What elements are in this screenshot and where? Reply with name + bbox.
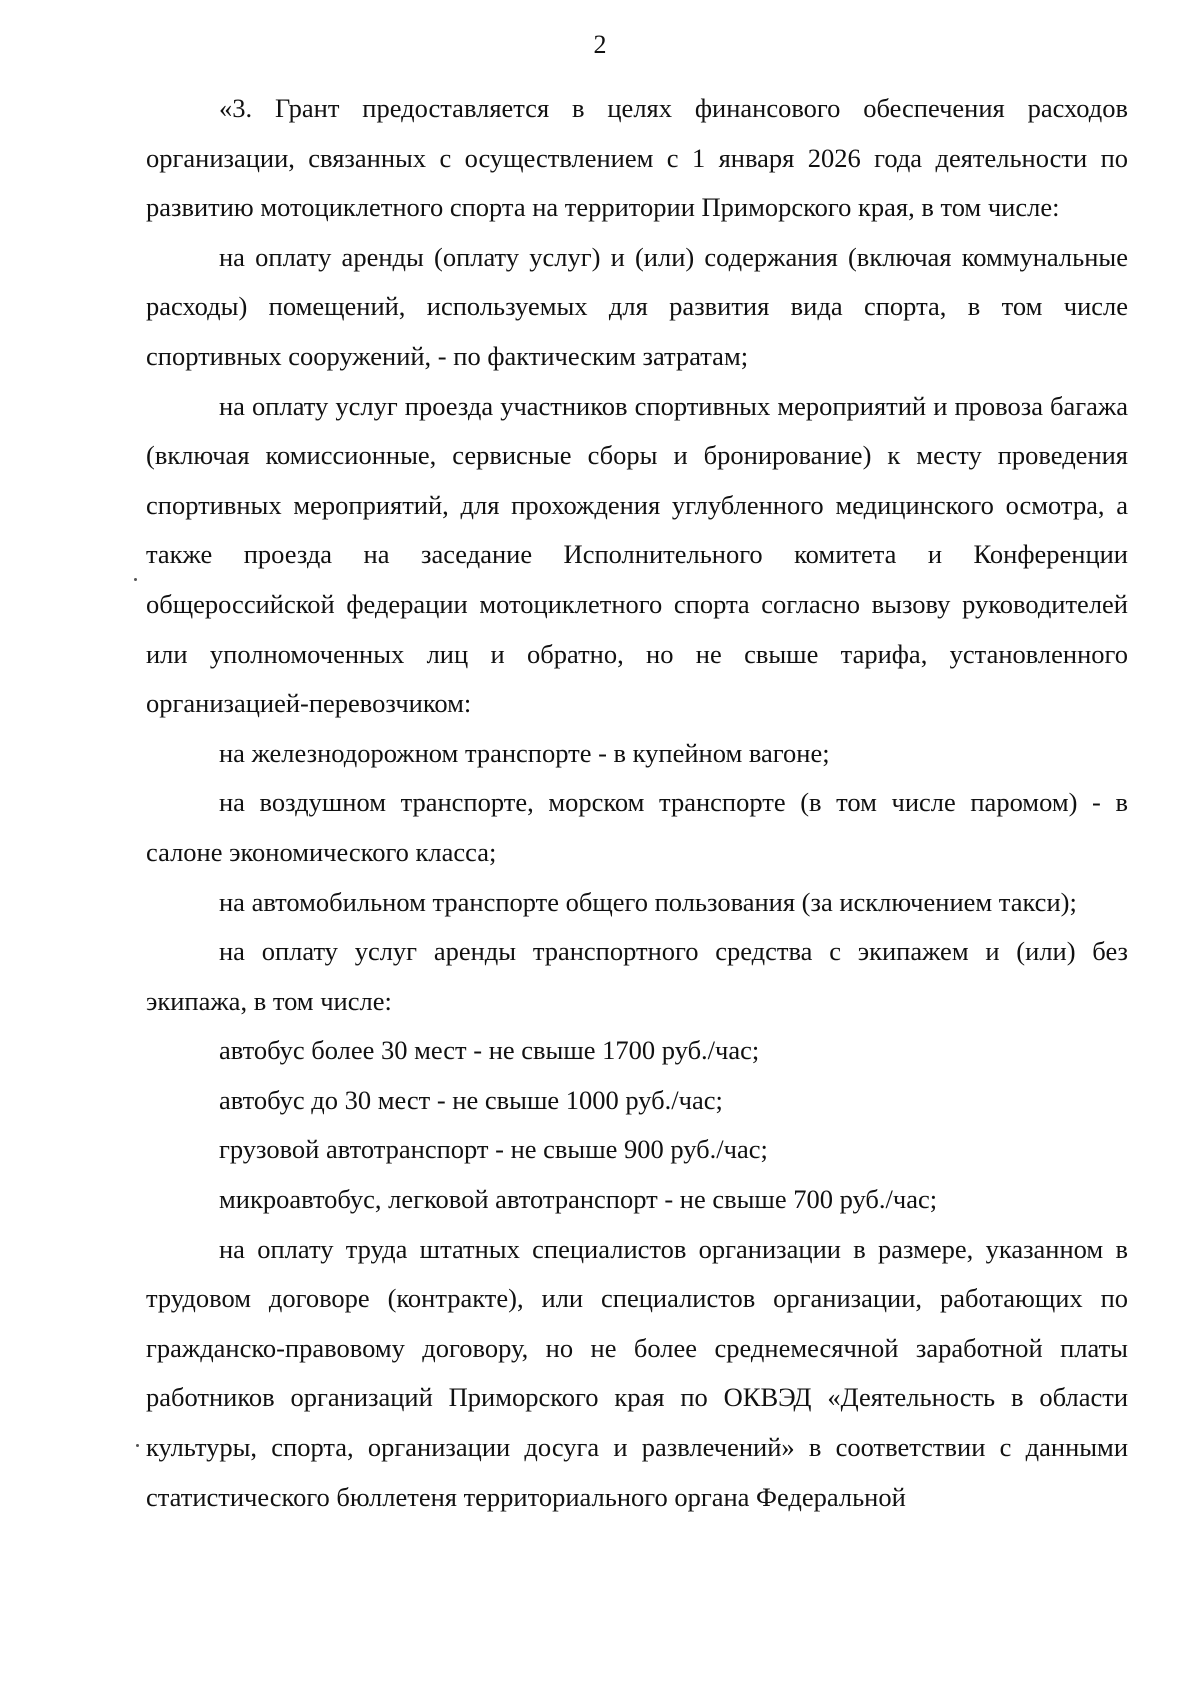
- paragraph-truck: грузовой автотранспорт - не свыше 900 руб./час;: [219, 1134, 768, 1165]
- page-number: 2: [593, 30, 607, 59]
- scan-speck: [136, 1444, 139, 1447]
- paragraph-salary: на оплату труда штатных специалистов организации в размере, указанном в трудовом договоре (контракте), или специалистов организации, работающих по гражданско-правовому договору, но не более среднемесячной заработной платы работников организаций Приморского края по ОКВЭД «Деятельность в области культуры, спорта, организации досуга и развлечений» в соответствии с данными статистического бюллетеня территориального органа Федеральной: [146, 1233, 1128, 1512]
- paragraph-air-sea: на воздушном транспорте, морском транспорте (в том числе паромом) - в салоне экономического класса;: [146, 787, 1128, 867]
- scan-speck: [134, 578, 137, 581]
- paragraph-road: на автомобильном транспорте общего пользования (за исключением такси);: [219, 886, 1077, 917]
- paragraph-bus-small: автобус до 30 мест - не свыше 1000 руб./час;: [219, 1084, 723, 1115]
- paragraph-grant-purpose: «3. Грант предоставляется в целях финансового обеспечения расходов организации, связанных с осуществлением с 1 января 2026 года деятельности по развитию мотоциклетного спорта на территории Приморского края, в том числе:: [146, 93, 1128, 223]
- paragraph-rent: на оплату аренды (оплату услуг) и (или) содержания (включая коммунальные расходы) помещений, используемых для развития вида спорта, в том числе спортивных сооружений, - по фактическим затратам;: [146, 241, 1128, 371]
- document-body: [146, 84, 1128, 1522]
- paragraph-bus-large: автобус более 30 мест - не свыше 1700 руб./час;: [219, 1035, 760, 1066]
- paragraph-minibus: микроавтобус, легковой автотранспорт - не свыше 700 руб./час;: [219, 1184, 938, 1215]
- paragraph-vehicle-rent: на оплату услуг аренды транспортного средства с экипажем и (или) без экипажа, в том числе:: [146, 936, 1128, 1016]
- paragraph-rail: на железнодорожном транспорте - в купейном вагоне;: [219, 737, 830, 768]
- paragraph-travel: на оплату услуг проезда участников спортивных мероприятий и провоза багажа (включая комиссионные, сервисные сборы и бронирование) к месту проведения спортивных мероприятий, для прохождения углубленного медицинского осмотра, а также проезда на заседание Исполнительного комитета и Конференции общероссийской федерации мотоциклетного спорта согласно вызову руководителей или уполномоченных лиц и обратно, но не свыше тарифа, установленного организацией-перевозчиком:: [146, 390, 1128, 719]
